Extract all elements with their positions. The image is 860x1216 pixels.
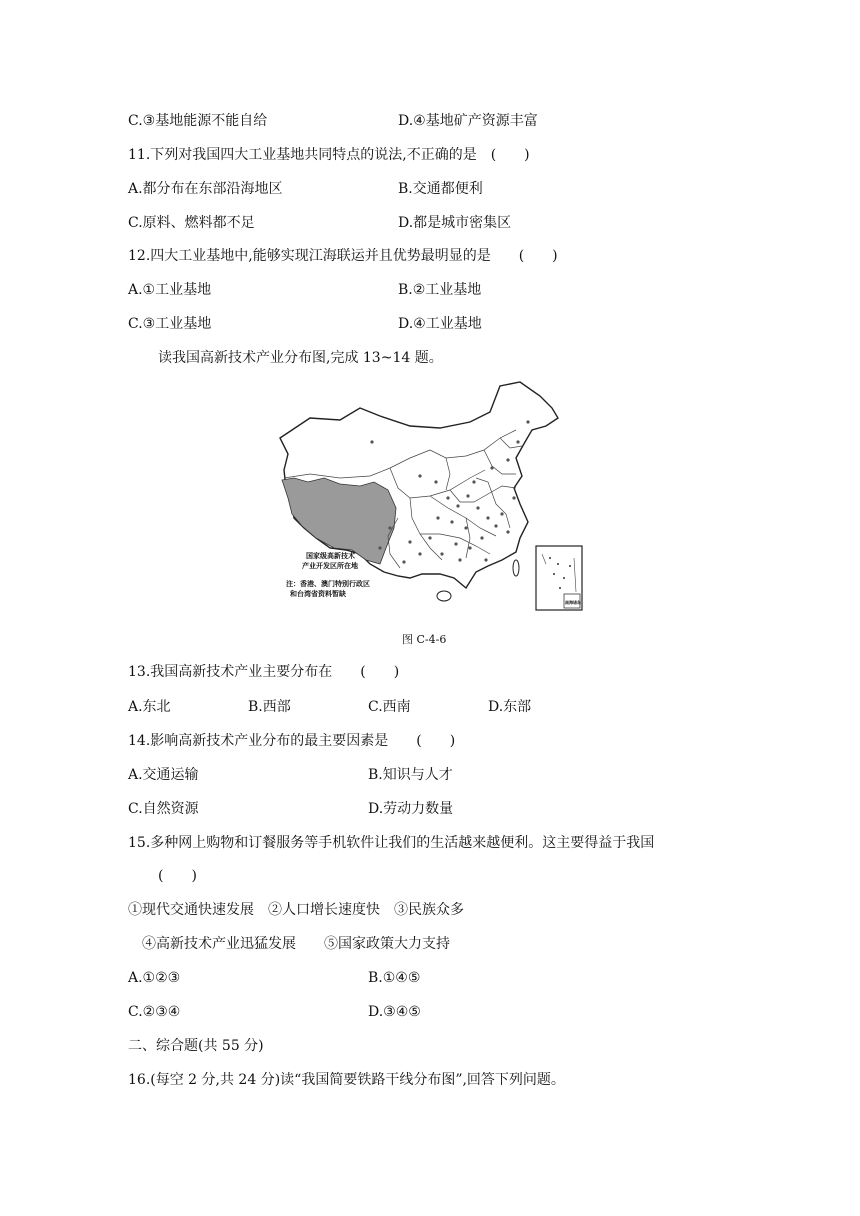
reading-intro: 读我国高新技术产业分布图,完成 13~14 题。 — [158, 350, 443, 366]
q13-stem: 13.我国高新技术产业主要分布在 ( ) — [128, 664, 400, 680]
q10-option-d: D.④基地矿产资源丰富 — [398, 113, 538, 129]
q14-option-a: A.交通运输 — [128, 767, 199, 783]
q14-option-b: B.知识与人才 — [368, 767, 453, 783]
q13-option-a: A.东北 — [128, 699, 171, 715]
inset-label: 南海诸岛 — [565, 600, 581, 605]
q11-option-c: C.原料、燃料都不足 — [128, 215, 255, 231]
q15-option-a: A.①②③ — [128, 970, 181, 986]
q15-paren: ( ) — [158, 868, 197, 884]
q15-options-line1: ①现代交通快速发展 ②人口增长速度快 ③民族众多 — [128, 902, 464, 918]
q12-option-d: D.④工业基地 — [398, 316, 482, 332]
q15-option-d: D.③④⑤ — [368, 1004, 421, 1020]
q15-option-c: C.②③④ — [128, 1004, 181, 1020]
q14-stem: 14.影响高新技术产业分布的最主要因素是 ( ) — [128, 733, 456, 749]
q12-option-b: B.②工业基地 — [398, 282, 482, 298]
china-hightech-map — [270, 378, 590, 618]
legend-line2: 产业开发区所在地 — [302, 562, 358, 570]
q13-option-b: B.西部 — [248, 699, 291, 715]
hainan-island — [437, 591, 451, 601]
figure-caption: 图 C-4-6 — [402, 633, 447, 646]
q11-stem: 11.下列对我国四大工业基地共同特点的说法,不正确的是 ( ) — [128, 147, 530, 163]
legend-line1: 国家级高新技术 — [306, 552, 355, 560]
taiwan-island — [513, 560, 519, 576]
q15-options-line2: ④高新技术产业迅猛发展 ⑤国家政策大力支持 — [142, 936, 450, 952]
q13-option-c: C.西南 — [368, 699, 411, 715]
q10-option-c: C.③基地能源不能自给 — [128, 113, 268, 129]
q14-option-d: D.劳动力数量 — [368, 801, 454, 817]
q12-stem: 12.四大工业基地中,能够实现江海联运并且优势最明显的是 ( ) — [128, 248, 558, 264]
q14-option-c: C.自然资源 — [128, 801, 199, 817]
china-map-svg — [270, 378, 590, 618]
q15-option-b: B.①④⑤ — [368, 970, 421, 986]
q12-option-c: C.③工业基地 — [128, 316, 212, 332]
q12-option-a: A.①工业基地 — [128, 282, 212, 298]
section-heading: 二、综合题(共 55 分) — [128, 1038, 264, 1054]
q11-option-a: A.都分布在东部沿海地区 — [128, 181, 283, 197]
q11-option-d: D.都是城市密集区 — [398, 215, 512, 231]
q15-stem: 15.多种网上购物和订餐服务等手机软件让我们的生活越来越便利。这主要得益于我国 — [128, 835, 655, 851]
note-line2: 和台湾省资料暂缺 — [290, 590, 346, 598]
q16-stem: 16.(每空 2 分,共 24 分)读“我国简要铁路干线分布图”,回答下列问题。 — [128, 1072, 565, 1088]
q13-option-d: D.东部 — [488, 699, 532, 715]
note-line1: 注：香港、澳门特别行政区 — [286, 580, 370, 588]
q11-option-b: B.交通都便利 — [398, 181, 483, 197]
